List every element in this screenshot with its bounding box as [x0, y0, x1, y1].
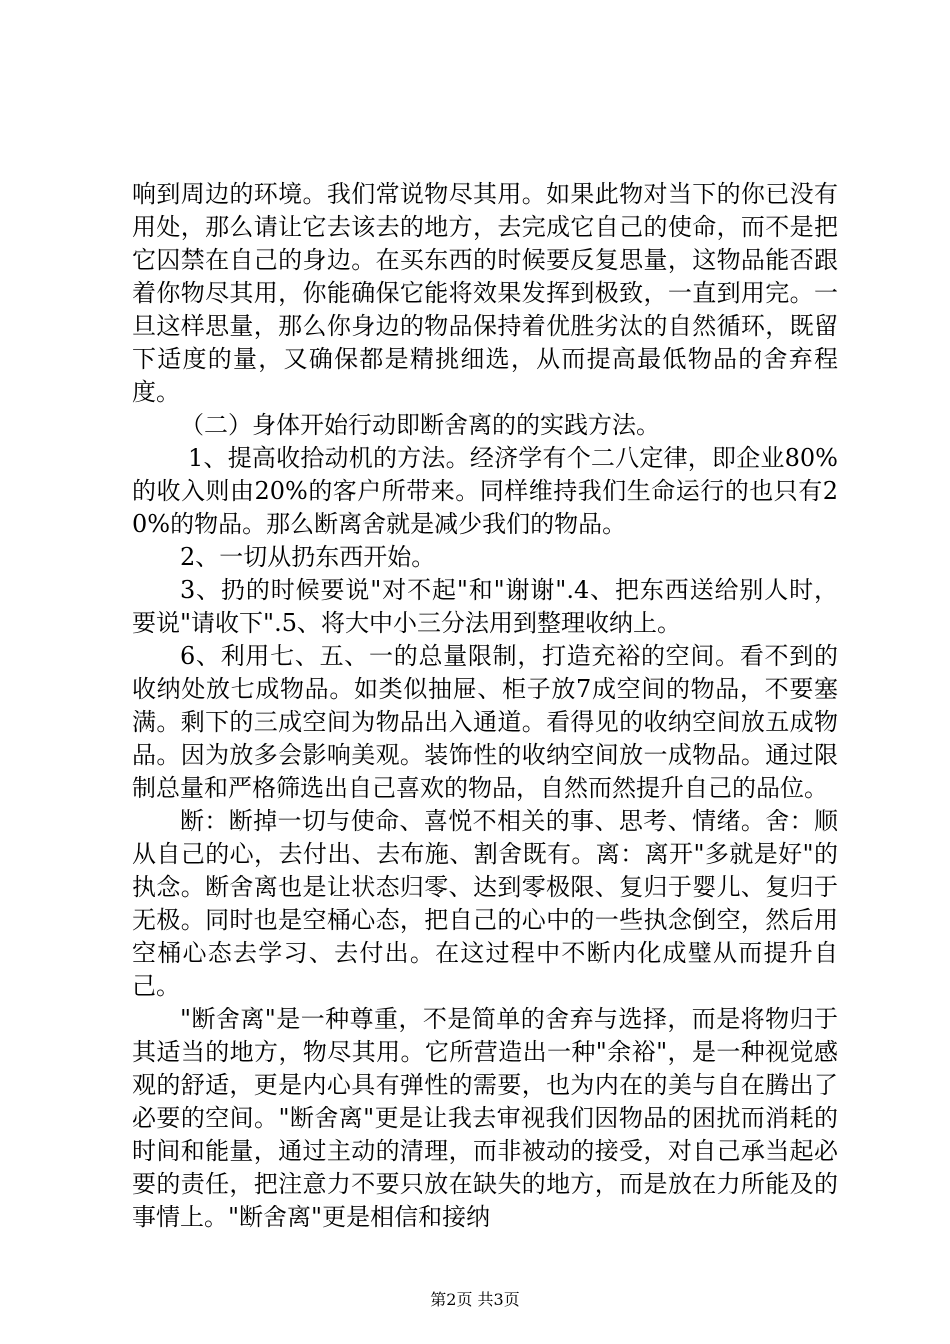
paragraph-item-2: 2、一切从扔东西开始。 — [180, 543, 436, 571]
page-number-indicator: 第2页 共3页 — [430, 1290, 520, 1309]
paragraph-item-3-5: 3、扔的时候要说"对不起"和"谢谢".4、把东西送给别人时，要说"请收下".5、将大中小三分法用到整理收纳上。 — [132, 576, 838, 637]
paragraph-section-heading: （二）身体开始行动即断舍离的的实践方法。 — [180, 411, 660, 439]
page-footer — [0, 1290, 950, 1310]
paragraph-continuation: 响到周边的环境。我们常说物尽其用。如果此物对当下的你已没有用处，那么请让它去该去的地方，去完成它自己的使命，而不是把它囚禁在自己的身边。在买东西的时候要反复思量，这物品能否跟着你物尽其用，你能确保它能将效果发挥到极致，一直到用完。一旦这样思量，那么你身边的物品保持着优胜劣汰的自然循环，既留下适度的量，又确保都是精挑细选，从而提高最低物品的舍弃程度。 — [132, 180, 838, 406]
paragraph-definition: 断：断掉一切与使命、喜悦不相关的事、思考、情绪。舍：顺从自己的心，去付出、去布施、割舍既有。离：离开"多就是好"的执念。断舍离也是让状态归零、达到零极限、复归于婴儿、复归于无极。同时也是空桶心态，把自己的心中的一些执念倒空，然后用空桶心态去学习、去付出。在这过程中不断内化成璧从而提升自己。 — [132, 807, 838, 1000]
document-body — [132, 178, 838, 1234]
paragraph-item-6: 6、利用七、五、一的总量限制，打造充裕的空间。看不到的收纳处放七成物品。如类似抽屉、柜子放7成空间的物品，不要塞满。剩下的三成空间为物品出入通道。看得见的收纳空间放五成物品。因为放多会影响美观。装饰性的收纳空间放一成物品。通过限制总量和严格筛选出自己喜欢的物品，自然而然提升自己的品位。 — [132, 642, 838, 802]
paragraph-item-1: 1、提高收拾动机的方法。经济学有个二八定律，即企业80%的收入则由20%的客户所带来。同样维持我们生命运行的也只有20%的物品。那么断离舍就是减少我们的物品。 — [132, 444, 838, 538]
paragraph-conclusion: "断舍离"是一种尊重，不是简单的舍弃与选择，而是将物归于其适当的地方，物尽其用。它所营造出一种"余裕"，是一种视觉感观的舒适，更是内心具有弹性的需要，也为内在的美与自在腾出了必要的空间。"断舍离"更是让我去审视我们因物品的困扰而消耗的时间和能量，通过主动的清理，而非被动的接受，对自己承当起必要的责任，把注意力不要只放在缺失的地方，而是放在力所能及的事情上。"断舍离"更是相信和接纳 — [132, 1005, 838, 1231]
